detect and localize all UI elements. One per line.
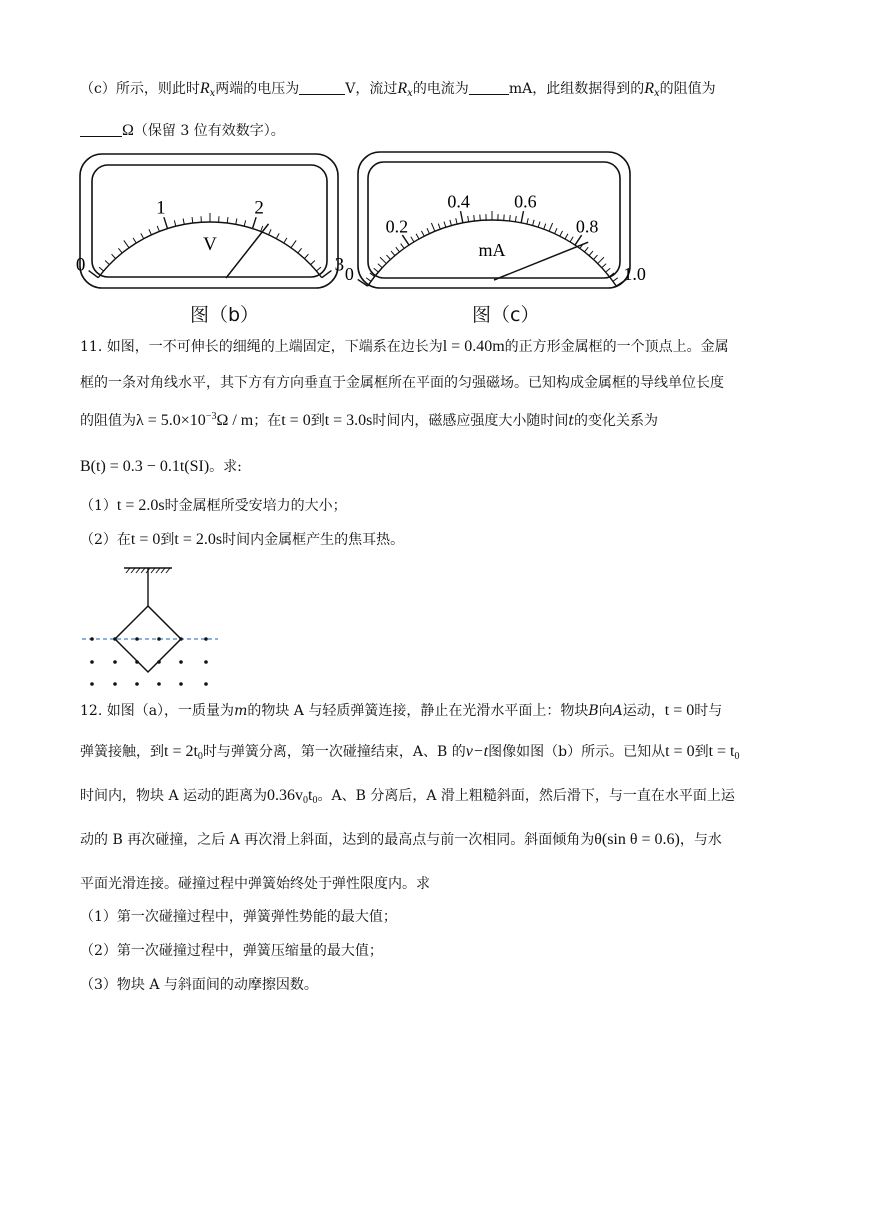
minor-tick <box>157 226 159 232</box>
text-segment: 两端的电压为 <box>215 81 300 97</box>
time-formula: t = 0 <box>281 412 311 429</box>
text-segment: 12. 如图（a），一质量为 <box>80 703 235 719</box>
minor-tick <box>391 251 395 256</box>
vt-symbol: v−t <box>465 743 489 760</box>
text-segment: 运动， <box>622 703 665 719</box>
scale-label: 2 <box>254 197 264 219</box>
figure-c-caption: 图（c） <box>472 304 540 326</box>
text-segment: 时金属框所受安培力的大小； <box>164 498 347 514</box>
minor-tick <box>570 237 573 242</box>
minor-tick <box>421 231 424 236</box>
major-tick <box>252 217 256 228</box>
lambda-unit: Ω / m <box>216 412 254 429</box>
lambda-exponent: −3 <box>205 411 217 422</box>
rx-symbol: R <box>397 80 408 97</box>
text-segment: 的变化关系为 <box>574 413 659 429</box>
rx-subscript: x <box>407 88 413 99</box>
minor-tick <box>565 234 568 239</box>
minor-tick <box>105 260 109 264</box>
voltmeter-figure <box>75 152 345 292</box>
rx-symbol: R <box>644 80 654 97</box>
minor-tick <box>549 223 552 231</box>
text-segment: 的物块 A 与轻质弹簧连接，静止在光滑水平面上：物块 <box>247 703 589 719</box>
time-formula: t = 2t <box>164 743 198 760</box>
minor-tick <box>468 216 469 222</box>
text-segment: 的电流为 <box>412 81 469 97</box>
time-formula: t = 0 <box>130 531 161 548</box>
minor-tick <box>533 220 535 226</box>
minor-tick <box>613 278 618 282</box>
scale-label: 3 <box>334 254 345 276</box>
q12-line-2 <box>80 741 739 762</box>
minor-tick <box>444 222 446 228</box>
text-segment: （2）第一次碰撞过程中，弹簧压缩量的最大值； <box>80 943 383 959</box>
minor-tick <box>244 220 245 226</box>
major-tick <box>461 211 463 223</box>
scale-label: 0.2 <box>385 216 409 237</box>
text-segment: 框的一条对角线水平，其下方有方向垂直于金属框所在平面的匀强磁场。已知构成金属框的导线单位长度 <box>80 375 724 391</box>
text-segment: （3）物块 A 与斜面间的动摩擦因数。 <box>80 977 318 993</box>
text-segment: 的正方形金属框的一个顶点上。金属 <box>504 339 729 355</box>
minor-tick <box>427 228 430 233</box>
field-formula: B(t) = 0.3 − 0.1t(SI) <box>80 458 210 475</box>
scale-label: 1.0 <box>623 263 646 284</box>
text-segment: （c）所示，则此时 <box>80 81 200 97</box>
minor-tick <box>431 223 434 231</box>
minor-tick <box>298 248 302 253</box>
text-segment: （1）第一次碰撞过程中，弹簧弹性势能的最大值； <box>80 909 397 925</box>
minor-tick <box>515 216 516 222</box>
time-symbol: t <box>308 787 313 804</box>
scale-label: 0.4 <box>447 191 470 212</box>
text-segment: 到 <box>310 413 325 429</box>
lambda-formula: λ = 5.0×10 <box>136 412 206 429</box>
q12-part-2 <box>80 940 383 960</box>
minor-tick <box>555 228 558 233</box>
voltmeter-outer-frame <box>80 154 338 288</box>
q12-part-3 <box>80 974 318 994</box>
minor-tick <box>183 218 184 224</box>
minor-tick <box>124 240 129 247</box>
q12-part-1 <box>80 906 397 926</box>
minor-tick <box>456 218 457 224</box>
minor-tick <box>380 257 386 263</box>
time-symbol: t <box>568 413 575 429</box>
q12-line-1 <box>80 700 722 720</box>
minor-tick <box>378 264 382 268</box>
ohm-unit: Ω <box>122 122 134 139</box>
minor-tick <box>366 278 371 282</box>
time-formula: t = 0 <box>665 743 695 760</box>
q11-line-1 <box>80 336 729 356</box>
time-formula: t = 2.0s <box>116 497 165 514</box>
text-segment: 时与 <box>694 703 723 719</box>
subscript: 0 <box>734 751 740 762</box>
minor-tick <box>438 224 440 230</box>
rx-symbol: R <box>199 80 210 97</box>
text-segment: V，流过 <box>345 81 398 97</box>
scale-label: 0 <box>344 263 354 284</box>
minor-tick <box>269 229 272 234</box>
minor-tick <box>544 224 546 230</box>
q12-line-5 <box>80 873 430 893</box>
minor-tick <box>598 257 604 263</box>
q11-line-3 <box>80 410 658 430</box>
scale-label: 0 <box>75 254 86 276</box>
block-b-symbol: B <box>588 703 599 719</box>
answer-blank-resistance[interactable] <box>80 124 122 137</box>
q11-part-2 <box>80 529 404 549</box>
text-segment: 时与弹簧分离，第一次碰撞结束，A、B 的 <box>202 744 466 760</box>
text-segment: （1） <box>80 498 117 514</box>
q12-line-3 <box>80 785 735 806</box>
distance-formula: 0.36v <box>267 787 304 804</box>
minor-tick <box>311 260 315 264</box>
answer-blank-voltage[interactable] <box>299 82 345 95</box>
text-segment: 的阻值为 <box>80 413 136 429</box>
ammeter-figure <box>344 150 646 292</box>
voltmeter-unit: V <box>203 234 217 255</box>
minor-tick <box>450 220 452 226</box>
minor-tick <box>401 244 405 249</box>
minor-tick <box>585 247 589 252</box>
text-segment: 平面光滑连接。碰撞过程中弹簧始终处于弹性限度内。求 <box>80 876 430 892</box>
text-segment: 图像如图（b）所示。已知从 <box>488 744 666 760</box>
text-segment: （保留 3 位有效数字）。 <box>133 123 285 139</box>
ammeter-unit: mA <box>478 240 506 260</box>
minor-tick <box>284 238 287 243</box>
minor-tick <box>374 268 379 272</box>
minor-tick <box>149 229 152 234</box>
minor-tick <box>174 220 175 226</box>
minor-tick <box>510 215 511 221</box>
text-segment: 向 <box>598 703 613 719</box>
minor-tick <box>589 251 593 256</box>
minor-tick <box>133 238 136 243</box>
figure-b-caption: 图（b） <box>190 304 260 326</box>
subscript: 0 <box>312 795 318 806</box>
text-segment: 11. 如图，一不可伸长的细绳的上端固定，下端系在边长为 <box>80 339 443 355</box>
minor-tick <box>192 217 193 223</box>
minor-tick <box>291 240 296 247</box>
minor-tick <box>527 218 528 224</box>
text-segment: 动的 B 再次碰撞，之后 A 再次滑上斜面，达到的最高点与前一次相同。斜面倾角为 <box>80 832 595 848</box>
magnetic-field-dots <box>90 637 208 686</box>
text-segment: 。求: <box>209 459 242 475</box>
side-length-formula: l = 0.40m <box>442 338 505 355</box>
minor-tick <box>112 254 116 258</box>
minor-tick <box>474 215 475 221</box>
q11-line-2 <box>80 372 724 392</box>
minor-tick <box>236 218 237 224</box>
minor-tick <box>606 268 611 272</box>
scale-label: 1 <box>156 197 166 219</box>
text-segment: 时间内，物块 A 运动的距离为 <box>80 788 268 804</box>
mass-symbol: m <box>234 703 248 719</box>
text-segment: 到 <box>694 744 709 760</box>
voltmeter-needle <box>226 224 269 278</box>
minor-tick <box>118 248 122 253</box>
q12-line-4 <box>80 829 722 849</box>
time-formula: t = 0 <box>664 702 695 719</box>
scale-label: 0.8 <box>575 216 599 237</box>
continuation-line-2 <box>80 120 285 140</box>
time-formula: t = 3.0s <box>324 412 373 429</box>
rx-subscript: x <box>209 88 216 99</box>
scale-label: 0.6 <box>514 191 537 212</box>
minor-tick <box>316 267 321 271</box>
time-formula: t = t <box>708 743 735 760</box>
time-formula: t = 2.0s <box>174 531 223 548</box>
minor-tick <box>396 247 400 252</box>
minor-tick <box>593 255 597 259</box>
continuation-line-1 <box>80 78 716 99</box>
angle-formula: θ(sin θ = 0.6) <box>594 831 680 848</box>
text-segment: 弹簧接触，到 <box>80 744 164 760</box>
minor-tick <box>276 233 279 238</box>
answer-blank-current[interactable] <box>469 82 509 95</box>
minor-tick <box>99 267 104 271</box>
subscript: 0 <box>303 795 309 806</box>
text-segment: （2）在 <box>80 532 131 548</box>
q11-figure <box>78 562 228 692</box>
major-tick <box>164 217 168 228</box>
ammeter-needle <box>494 242 588 280</box>
text-segment: 到 <box>160 532 175 548</box>
minor-tick <box>141 233 144 238</box>
minor-tick <box>227 217 228 223</box>
text-segment: ；在 <box>253 413 282 429</box>
text-segment: 的阻值为 <box>659 81 716 97</box>
rx-subscript: x <box>653 88 660 99</box>
minor-tick <box>602 264 606 268</box>
text-segment: 。A、B 分离后，A 滑上粗糙斜面，然后滑下，与一直在水平面上运 <box>317 788 735 804</box>
minor-tick <box>416 234 419 239</box>
text-segment: 时间内，磁感应强度大小随时间 <box>372 413 569 429</box>
text-segment: 时间内金属框产生的焦耳热。 <box>222 532 405 548</box>
subscript: 0 <box>197 751 203 762</box>
block-a-symbol: A <box>612 703 623 719</box>
minor-tick <box>386 255 390 259</box>
q11-part-1 <box>80 495 347 515</box>
major-tick <box>521 211 523 223</box>
text-segment: ，与水 <box>679 832 722 848</box>
q11-line-4 <box>80 456 242 476</box>
minor-tick <box>411 237 414 242</box>
minor-tick <box>538 222 540 228</box>
minor-tick <box>304 254 308 258</box>
minor-tick <box>560 231 563 236</box>
text-segment: mA，此组数据得到的 <box>508 81 645 97</box>
